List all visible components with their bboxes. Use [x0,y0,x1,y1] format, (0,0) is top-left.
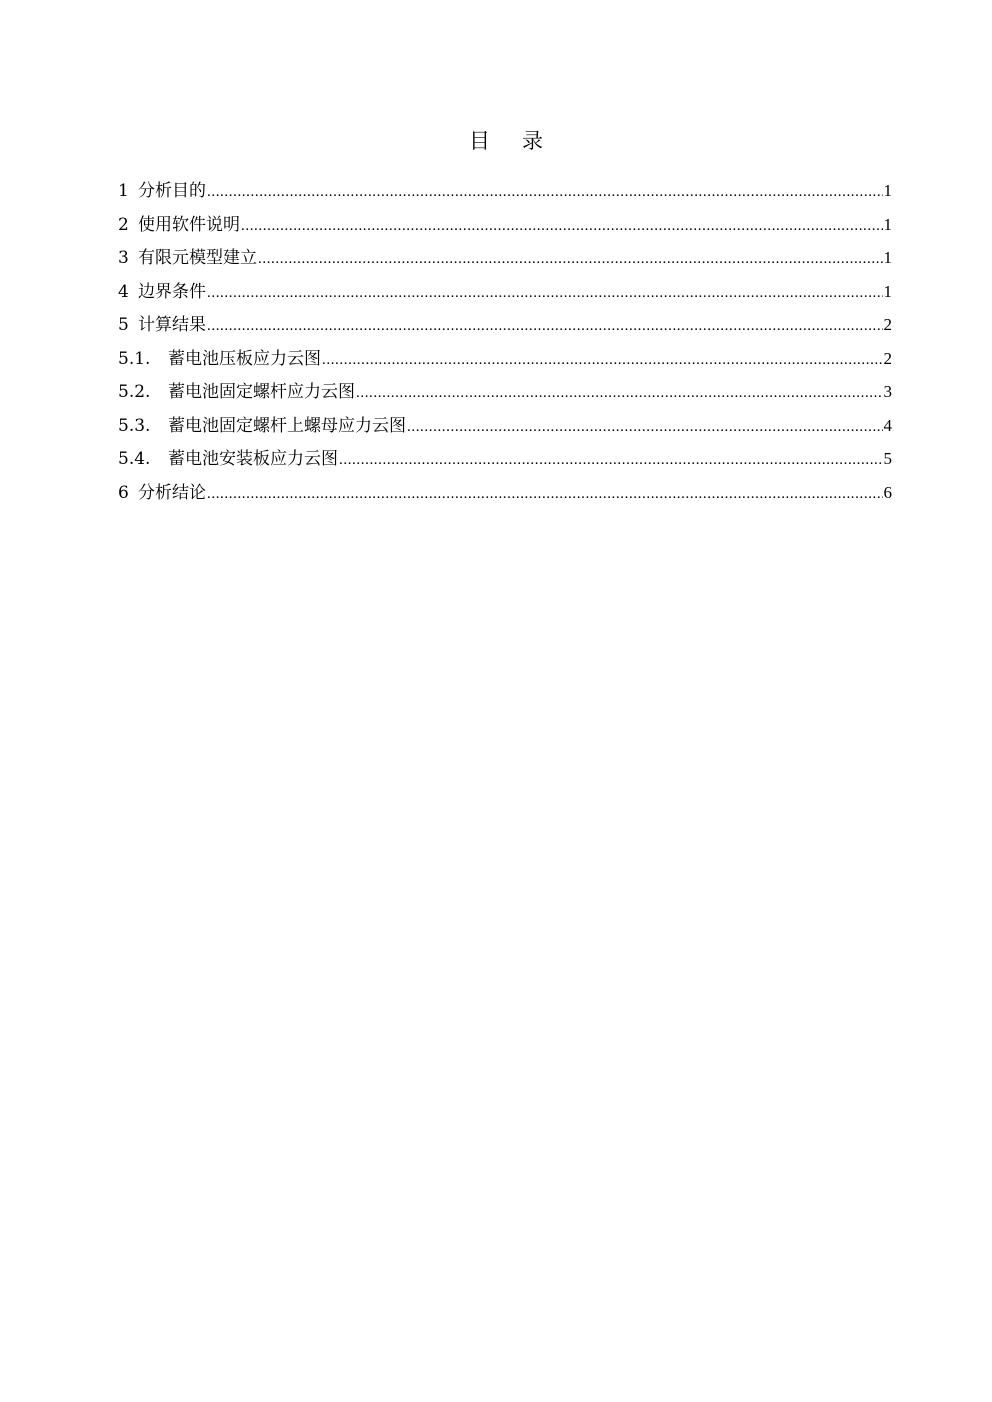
toc-entry-page: 1 [883,281,892,301]
toc-dot-leader [356,376,883,411]
toc-entry-label: 计算结果 [138,315,206,335]
toc-entry-4[interactable] [118,275,892,309]
toc-entry-5-4[interactable] [118,442,892,476]
toc-entry-number: 3 [118,248,129,268]
toc-entry-label: 有限元模型建立 [138,248,257,268]
toc-entry-3[interactable] [118,241,892,275]
toc-entry-number: 5.3. [118,415,151,436]
toc-entry-number: 4 [118,281,129,302]
toc-entry-label: 蓄电池压板应力云图 [168,348,321,369]
toc-dot-leader [258,242,883,277]
toc-entry-page: 1 [883,214,892,234]
toc-entry-label: 使用软件说明 [138,214,240,235]
toc-dot-leader [241,209,883,244]
toc-entry-6[interactable] [118,476,892,510]
toc-entry-5[interactable] [118,308,892,342]
toc-entry-page: 5 [883,449,892,468]
toc-entry-label: 蓄电池固定螺杆应力云图 [168,382,355,402]
toc-entry-5-2[interactable] [118,375,892,409]
toc-entry-5-1[interactable] [118,342,892,376]
toc-dot-leader [207,276,883,311]
toc-dot-leader [207,477,883,512]
toc-entry-page: 1 [883,181,892,200]
toc-dot-leader [207,309,883,344]
toc-dot-leader [322,343,883,378]
toc-entry-number: 1 [118,181,129,201]
toc-entry-number: 6 [118,482,129,503]
toc-entry-label: 分析结论 [138,482,206,503]
toc-entry-5-3[interactable] [118,409,892,443]
toc-entry-number: 5.4. [118,449,151,469]
page-title [0,126,992,156]
toc-entry-label: 蓄电池安装板应力云图 [168,449,338,469]
title-part-2: 录 [522,129,543,153]
toc-entry-label: 分析目的 [138,181,206,201]
toc-entry-1[interactable] [118,174,892,208]
toc-entry-page: 2 [883,315,892,334]
toc-dot-leader [207,175,883,210]
toc-entry-number: 2 [118,214,129,235]
toc-entry-label: 边界条件 [138,281,206,302]
toc-dot-leader [407,410,883,445]
toc-entry-number: 5.1. [118,348,151,369]
toc-entry-label: 蓄电池固定螺杆上螺母应力云图 [168,415,406,436]
toc-entry-page: 1 [883,248,892,267]
toc-entry-page: 4 [883,415,892,435]
toc-entry-page: 2 [883,348,892,368]
table-of-contents [118,174,892,509]
title-part-1: 目 [469,129,490,153]
toc-entry-number: 5.2. [118,382,151,402]
toc-dot-leader [339,443,883,478]
toc-entry-page: 3 [883,382,892,401]
toc-entry-page: 6 [883,482,892,502]
toc-entry-number: 5 [118,315,129,335]
toc-entry-2[interactable] [118,208,892,242]
